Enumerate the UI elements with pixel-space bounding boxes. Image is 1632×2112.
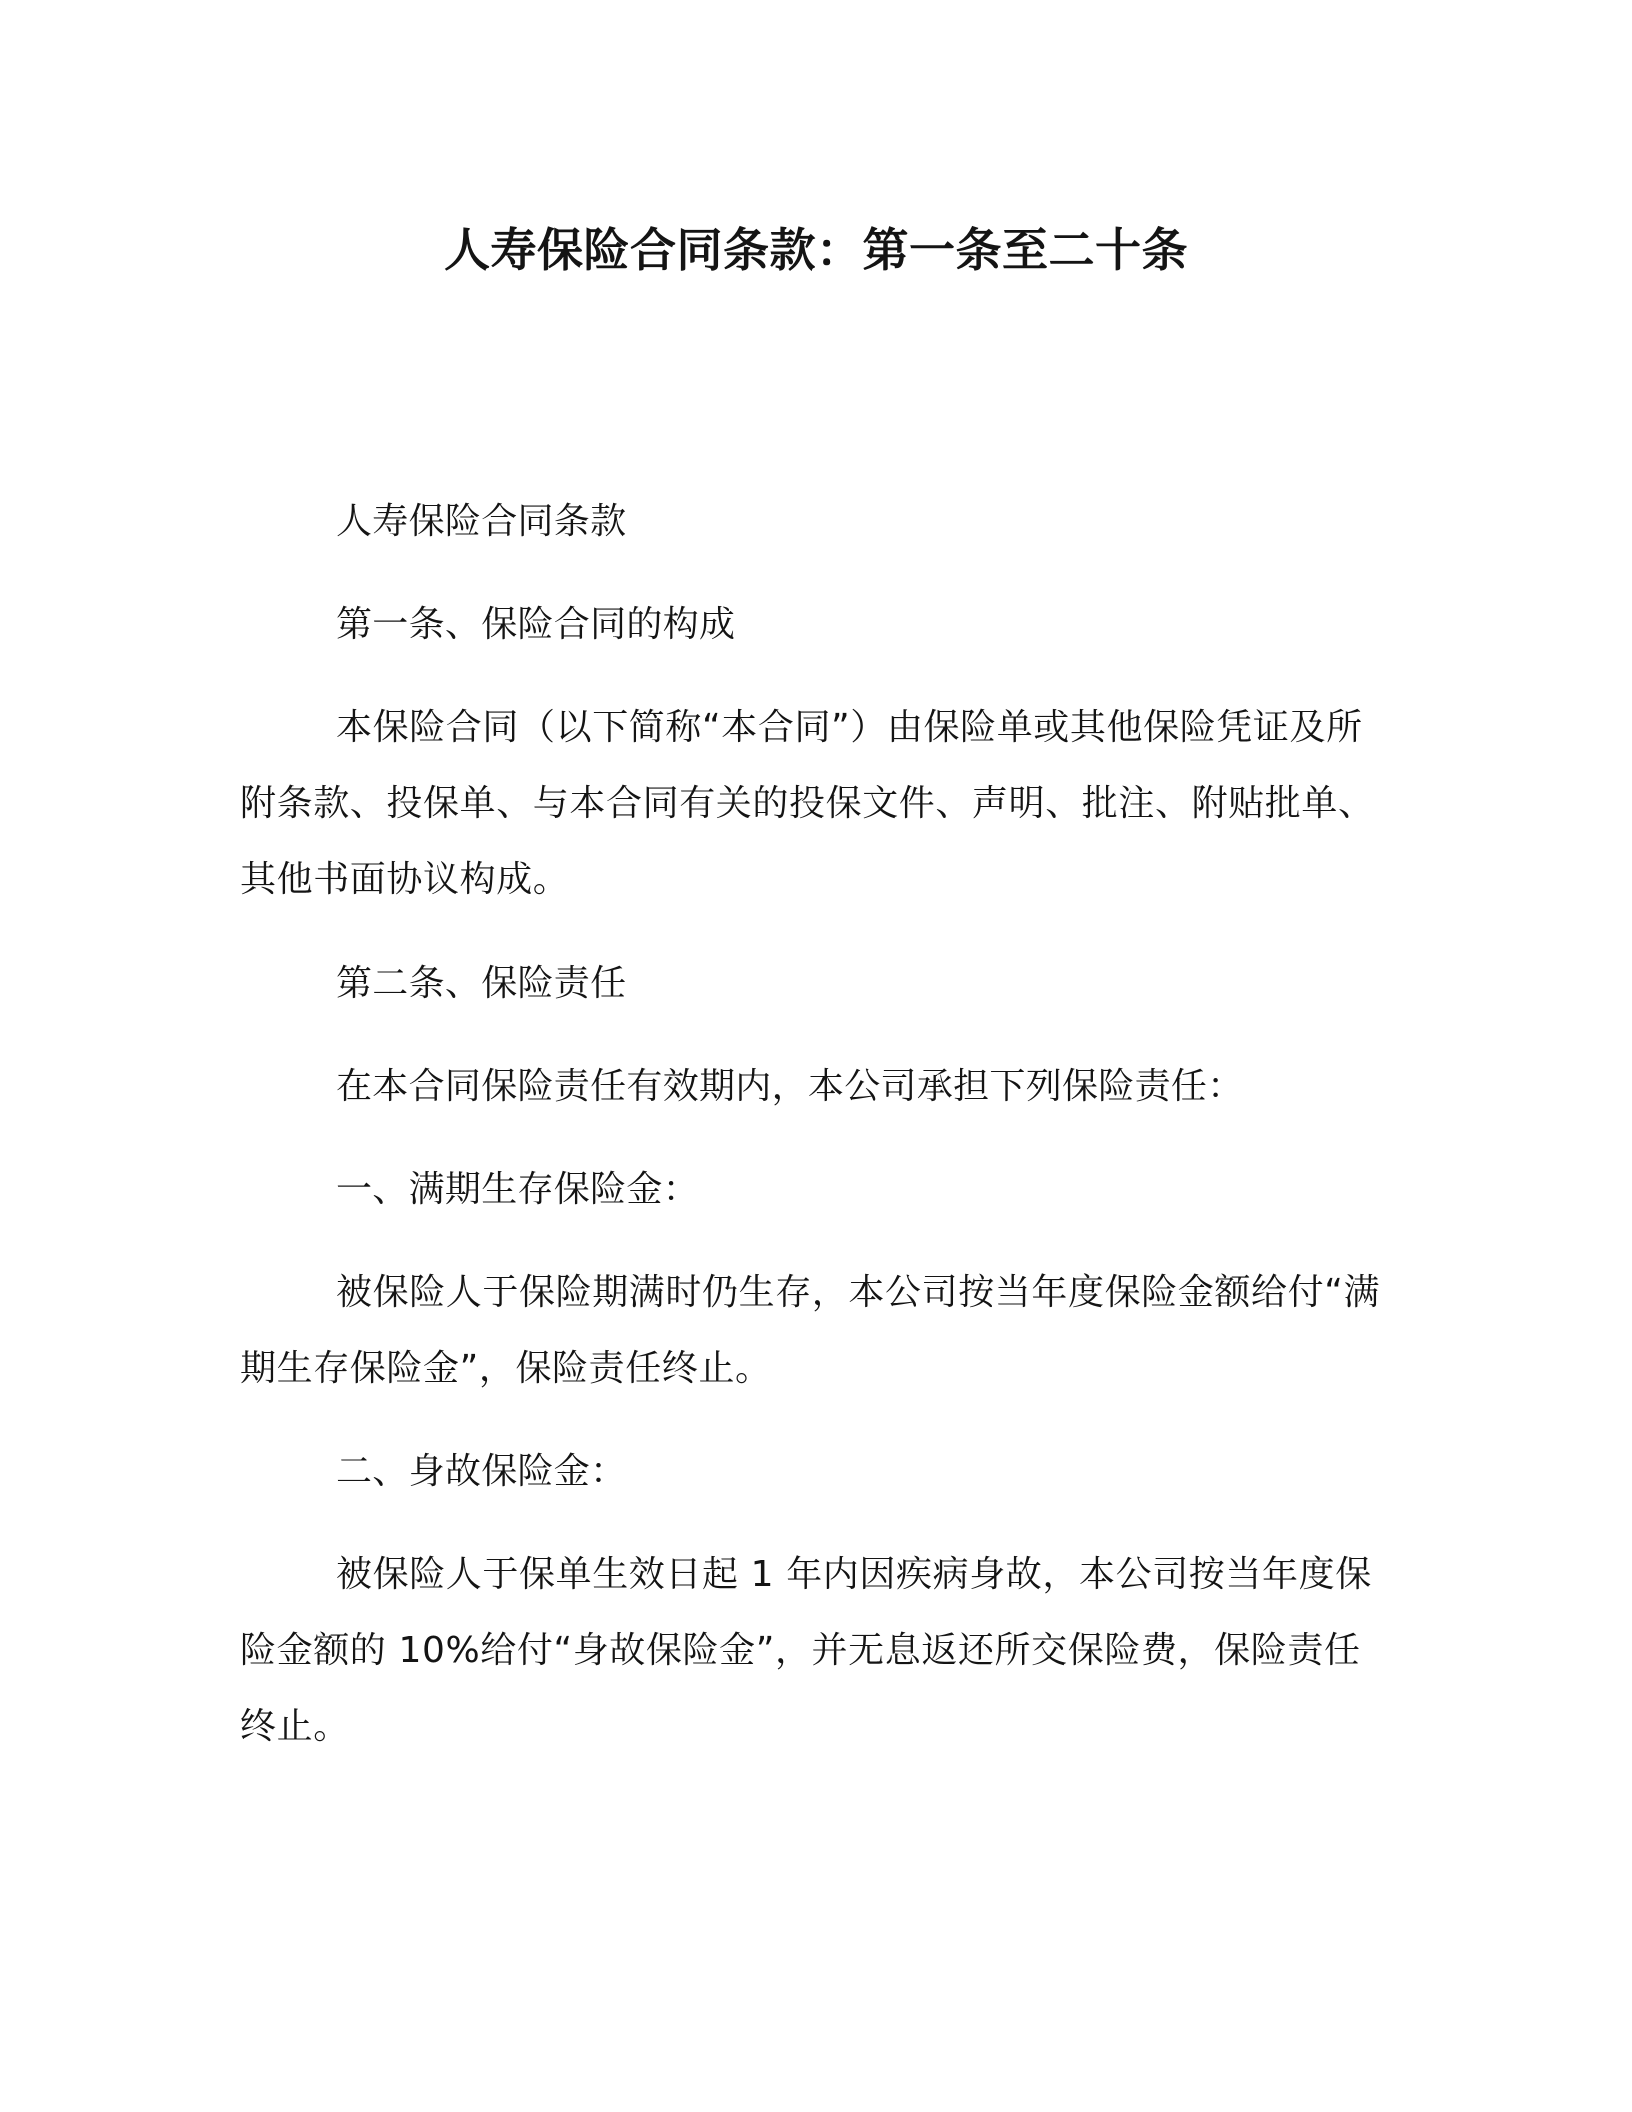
item-1-body: 被保险人于保险期满时仍生存，本公司按当年度保险金额给付“满期生存保险金”，保险责任终止。 bbox=[240, 1272, 1381, 1389]
article-1-body: 本保险合同（以下简称“本合同”）由保险单或其他保险凭证及所附条款、投保单、与本合同有关的投保文件、声明、批注、附贴批单、其他书面协议构成。 bbox=[240, 707, 1375, 900]
document-title: 人寿保险合同条款：第一条至二十条 bbox=[444, 223, 1188, 277]
item-1-heading: 一、满期生存保险金： bbox=[336, 1169, 700, 1210]
article-2-intro: 在本合同保险责任有效期内，本公司承担下列保险责任： bbox=[336, 1066, 1244, 1107]
article-1-heading: 第一条、保险合同的构成 bbox=[336, 604, 736, 645]
item-2-heading: 二、身故保险金： bbox=[336, 1451, 627, 1492]
item-2-body: 被保险人于保单生效日起 1 年内因疾病身故，本公司按当年度保险金额的 10%给付“身故保险金”，并无息返还所交保险费，保险责任终止。 bbox=[240, 1554, 1372, 1747]
section-heading: 人寿保险合同条款 bbox=[336, 501, 627, 542]
article-2-heading: 第二条、保险责任 bbox=[336, 963, 627, 1004]
